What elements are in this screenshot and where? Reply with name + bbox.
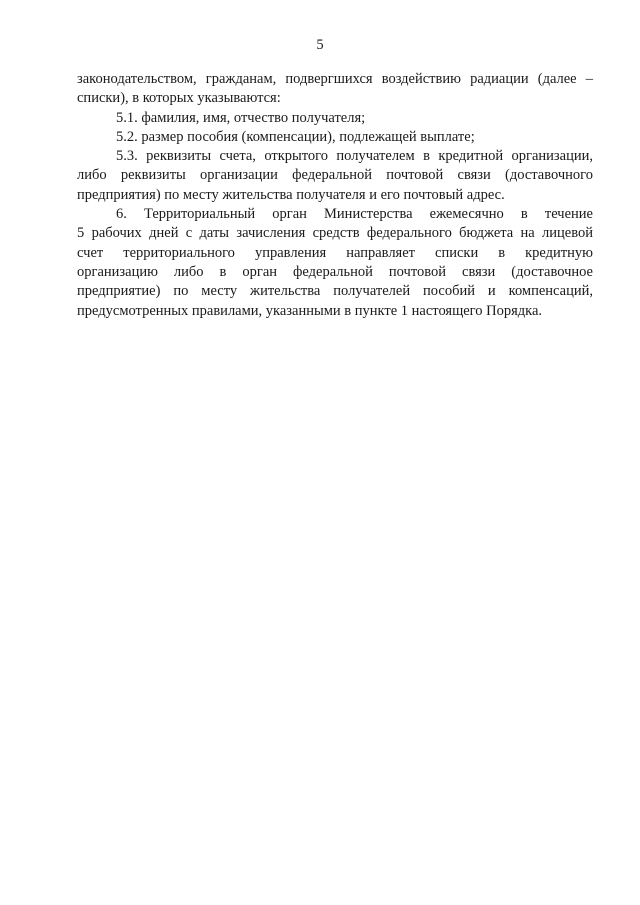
text-line: 5 рабочих дней с даты зачисления средств федерального бюджета на лицевой bbox=[77, 225, 593, 242]
paragraph-continuation bbox=[77, 70, 593, 109]
text-line: счет территориального управления направляет списки в кредитную bbox=[77, 244, 593, 261]
text-line: законодательством, гражданам, подвергшихся воздействию радиации (далее – bbox=[77, 71, 593, 87]
paragraph-6 bbox=[77, 205, 593, 321]
page-number: 5 bbox=[316, 37, 324, 53]
document-body bbox=[77, 70, 593, 321]
text-line: 5.2. размер пособия (компенсации), подлежащей выплате; bbox=[116, 128, 475, 145]
text-line: 5.3. реквизиты счета, открытого получателем в кредитной организации, bbox=[116, 148, 593, 165]
text-line: либо реквизиты организации федеральной почтовой связи (доставочного bbox=[77, 167, 593, 184]
text-line: предусмотренных правилами, указанными в пункте 1 настоящего Порядка. bbox=[77, 302, 543, 319]
text-line: организацию либо в орган федеральной почтовой связи (доставочное bbox=[77, 263, 593, 280]
paragraph-5-1 bbox=[77, 109, 593, 128]
text-line: предприятия) по месту жительства получателя и его почтовый адрес. bbox=[77, 186, 505, 203]
paragraph-5-2 bbox=[77, 128, 593, 147]
text-line: предприятие) по месту жительства получателей пособий и компенсаций, bbox=[77, 283, 593, 300]
paragraph-5-3 bbox=[77, 147, 593, 205]
text-line: списки), в которых указываются: bbox=[77, 90, 281, 107]
text-line: 6. Территориальный орган Министерства ежемесячно в течение bbox=[116, 206, 593, 223]
text-line: 5.1. фамилия, имя, отчество получателя; bbox=[116, 109, 366, 126]
